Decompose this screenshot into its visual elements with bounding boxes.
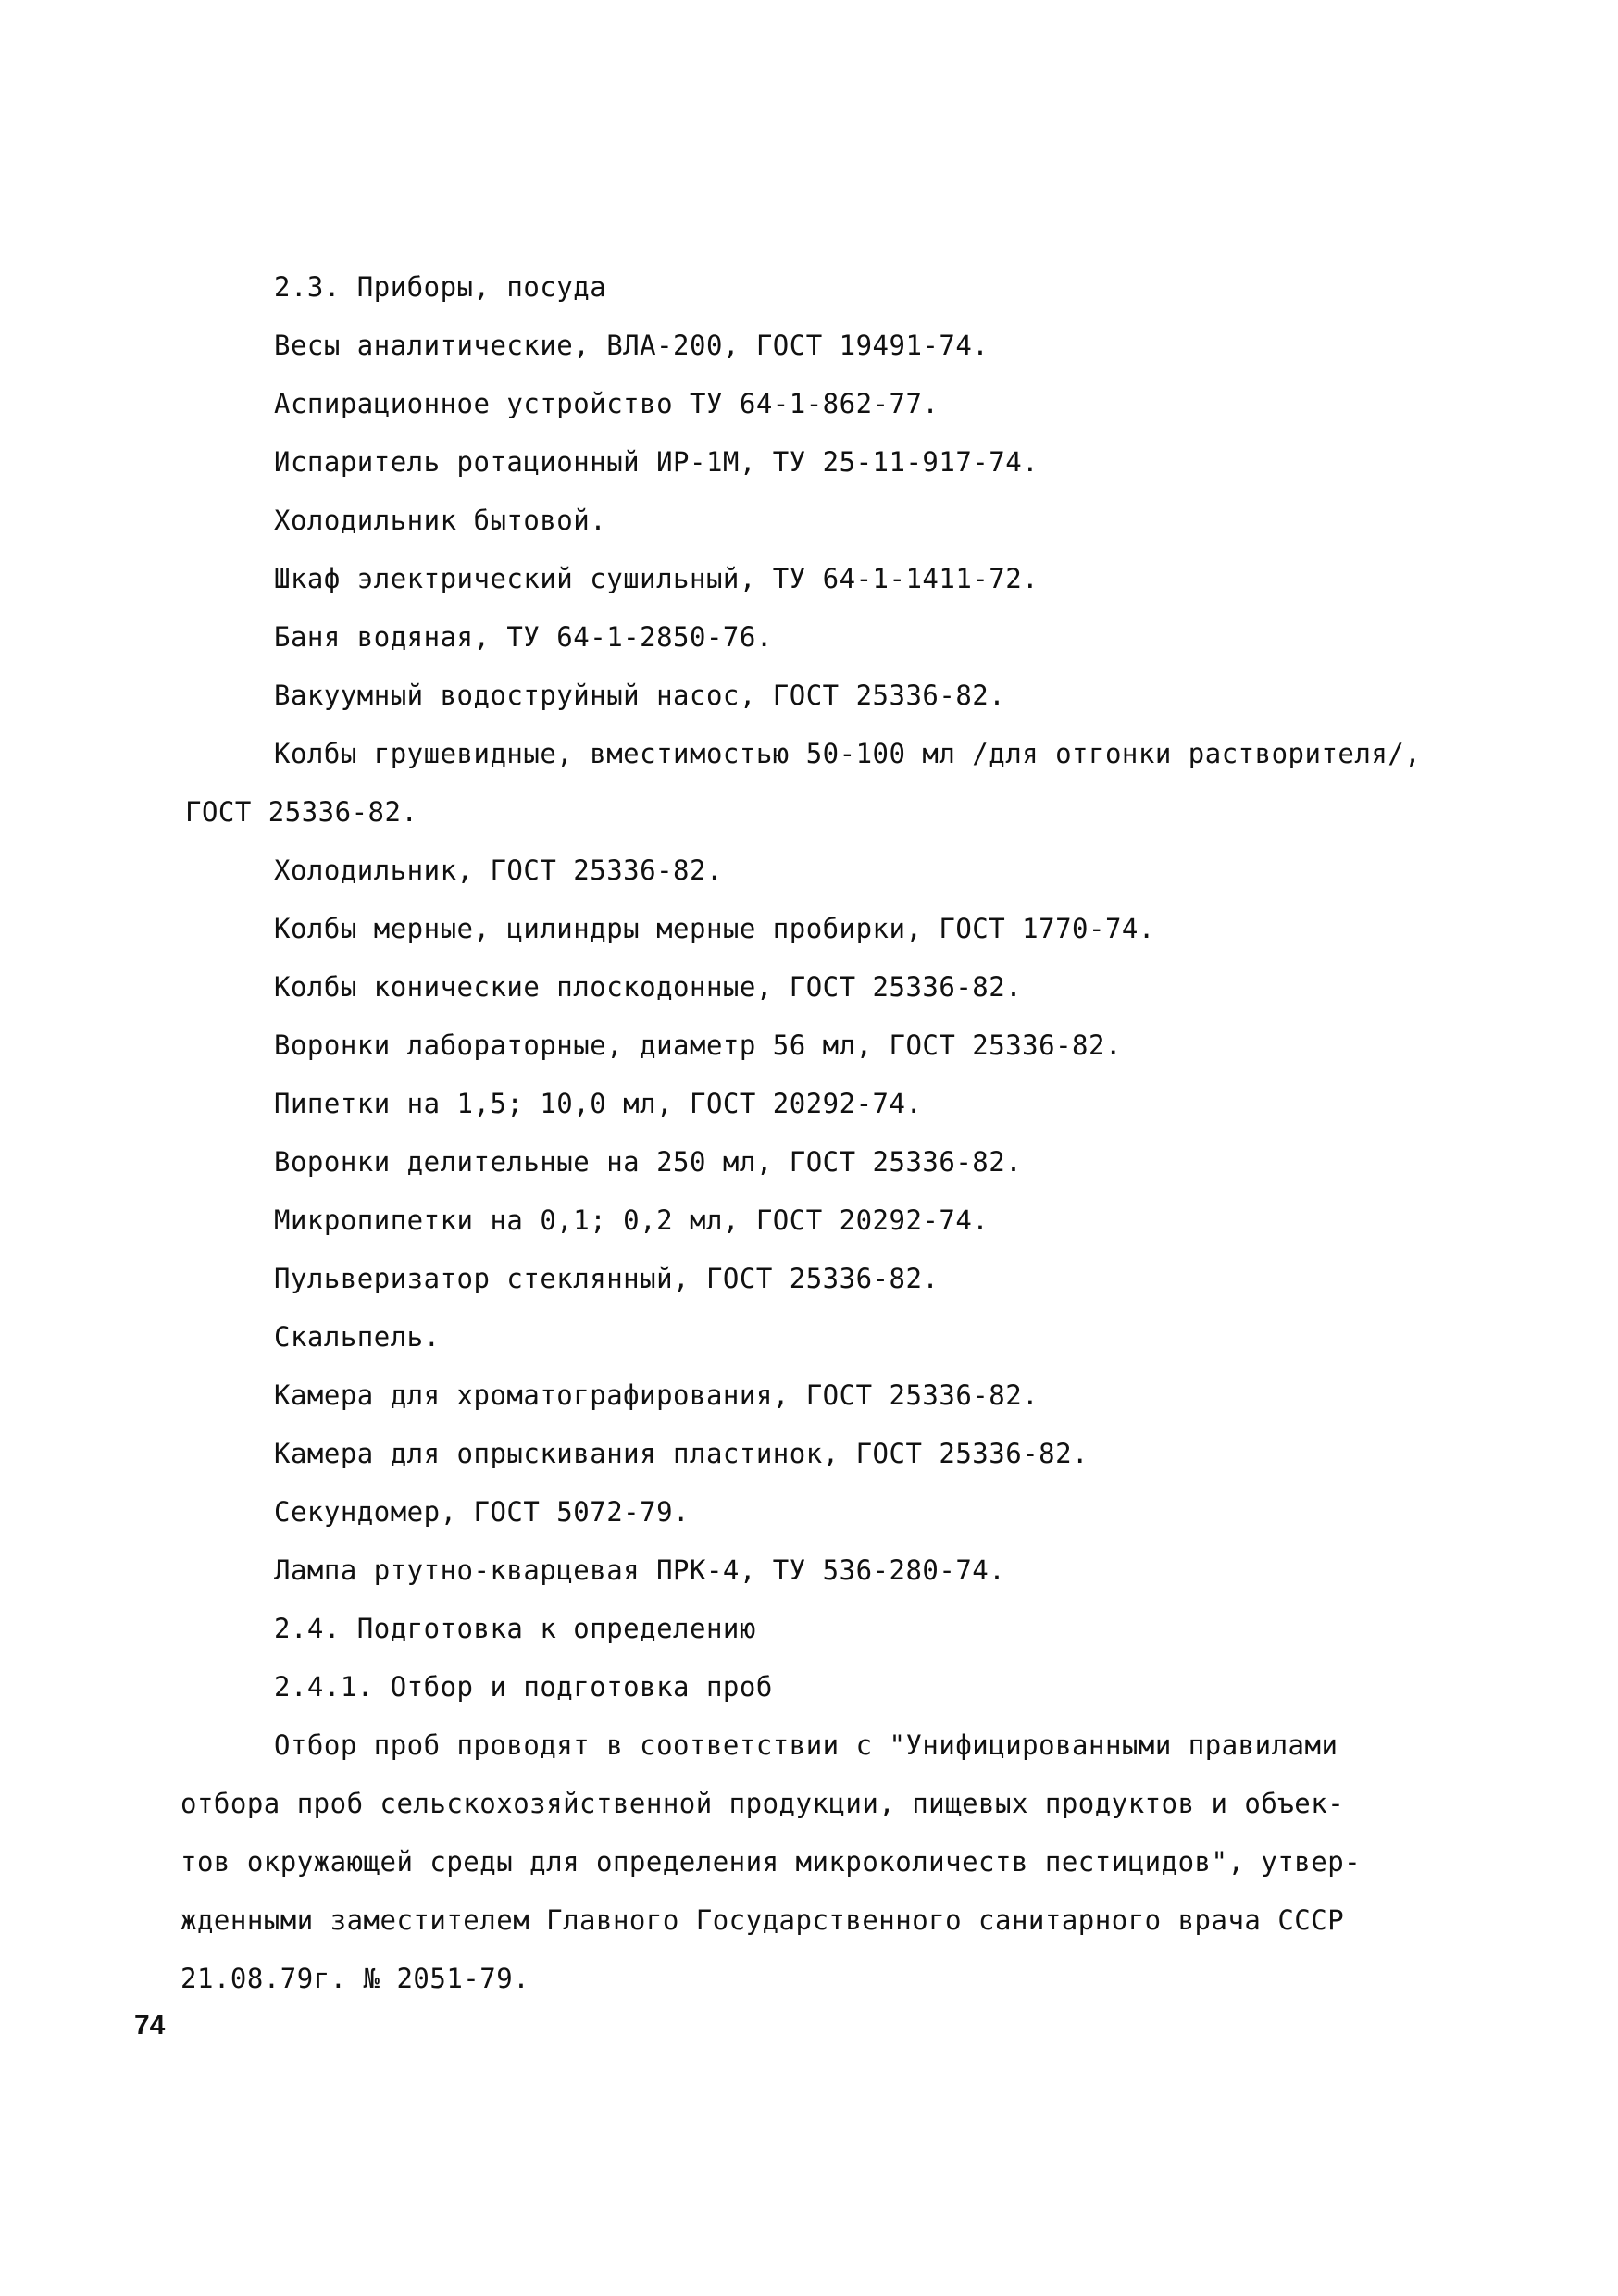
- equipment-line-11: Колбы конические плоскодонные, ГОСТ 25336-82.: [274, 971, 1023, 1003]
- paragraph-line-1: Отбор проб проводят в соответствии с "Унифицированными правилами: [274, 1729, 1338, 1761]
- paragraph-line-5: 21.08.79г. № 2051-79.: [180, 1963, 530, 1994]
- equipment-line-9: Холодильник, ГОСТ 25336-82.: [274, 855, 723, 886]
- page-number: 74: [134, 2010, 166, 2040]
- equipment-line-2: Аспирационное устройство ТУ 64-1-862-77.: [274, 388, 940, 419]
- equipment-line-21: Лампа ртутно-кварцевая ПРК-4, ТУ 536-280-74.: [274, 1554, 1006, 1586]
- equipment-line-5: Шкаф электрический сушильный, ТУ 64-1-1411-72.: [274, 563, 1039, 594]
- equipment-line-17: Скальпель.: [274, 1321, 441, 1353]
- equipment-line-4: Холодильник бытовой.: [274, 505, 607, 536]
- equipment-line-20: Секундомер, ГОСТ 5072-79.: [274, 1496, 690, 1528]
- paragraph-line-2: отбора проб сельскохозяйственной продукции, пищевых продуктов и объек-: [180, 1788, 1345, 1819]
- equipment-line-15: Микропипетки на 0,1; 0,2 мл, ГОСТ 20292-74.: [274, 1204, 989, 1236]
- equipment-line-10: Колбы мерные, цилиндры мерные пробирки, ГОСТ 1770-74.: [274, 913, 1155, 944]
- equipment-line-12: Воронки лабораторные, диаметр 56 мл, ГОСТ 25336-82.: [274, 1029, 1122, 1061]
- equipment-line-8-continued: ГОСТ 25336-82.: [185, 796, 418, 828]
- equipment-line-6: Баня водяная, ТУ 64-1-2850-76.: [274, 621, 773, 653]
- section-heading-2-4: 2.4. Подготовка к определению: [274, 1613, 756, 1644]
- section-heading-2-4-1: 2.4.1. Отбор и подготовка проб: [274, 1671, 773, 1703]
- equipment-line-8: Колбы грушевидные, вместимостью 50-100 мл /для отгонки растворителя/,: [274, 738, 1422, 769]
- paragraph-line-3: тов окружающей среды для определения микроколичеств пестицидов", утвер-: [180, 1846, 1362, 1878]
- equipment-line-14: Воронки делительные на 250 мл, ГОСТ 25336-82.: [274, 1146, 1023, 1178]
- equipment-line-16: Пульверизатор стеклянный, ГОСТ 25336-82.: [274, 1263, 940, 1294]
- equipment-line-3: Испаритель ротационный ИР-1М, ТУ 25-11-917-74.: [274, 446, 1039, 478]
- paragraph-line-4: жденными заместителем Главного Государственного санитарного врача СССР: [180, 1904, 1345, 1936]
- equipment-line-1: Весы аналитические, ВЛА-200, ГОСТ 19491-74.: [274, 330, 989, 361]
- equipment-line-19: Камера для опрыскивания пластинок, ГОСТ 25336-82.: [274, 1438, 1089, 1469]
- section-heading-2-3: 2.3. Приборы, посуда: [274, 271, 607, 303]
- equipment-line-13: Пипетки на 1,5; 10,0 мл, ГОСТ 20292-74.: [274, 1088, 923, 1119]
- equipment-line-18: Камера для хроматографирования, ГОСТ 25336-82.: [274, 1379, 1039, 1411]
- equipment-line-7: Вакуумный водоструйный насос, ГОСТ 25336-82.: [274, 680, 1006, 711]
